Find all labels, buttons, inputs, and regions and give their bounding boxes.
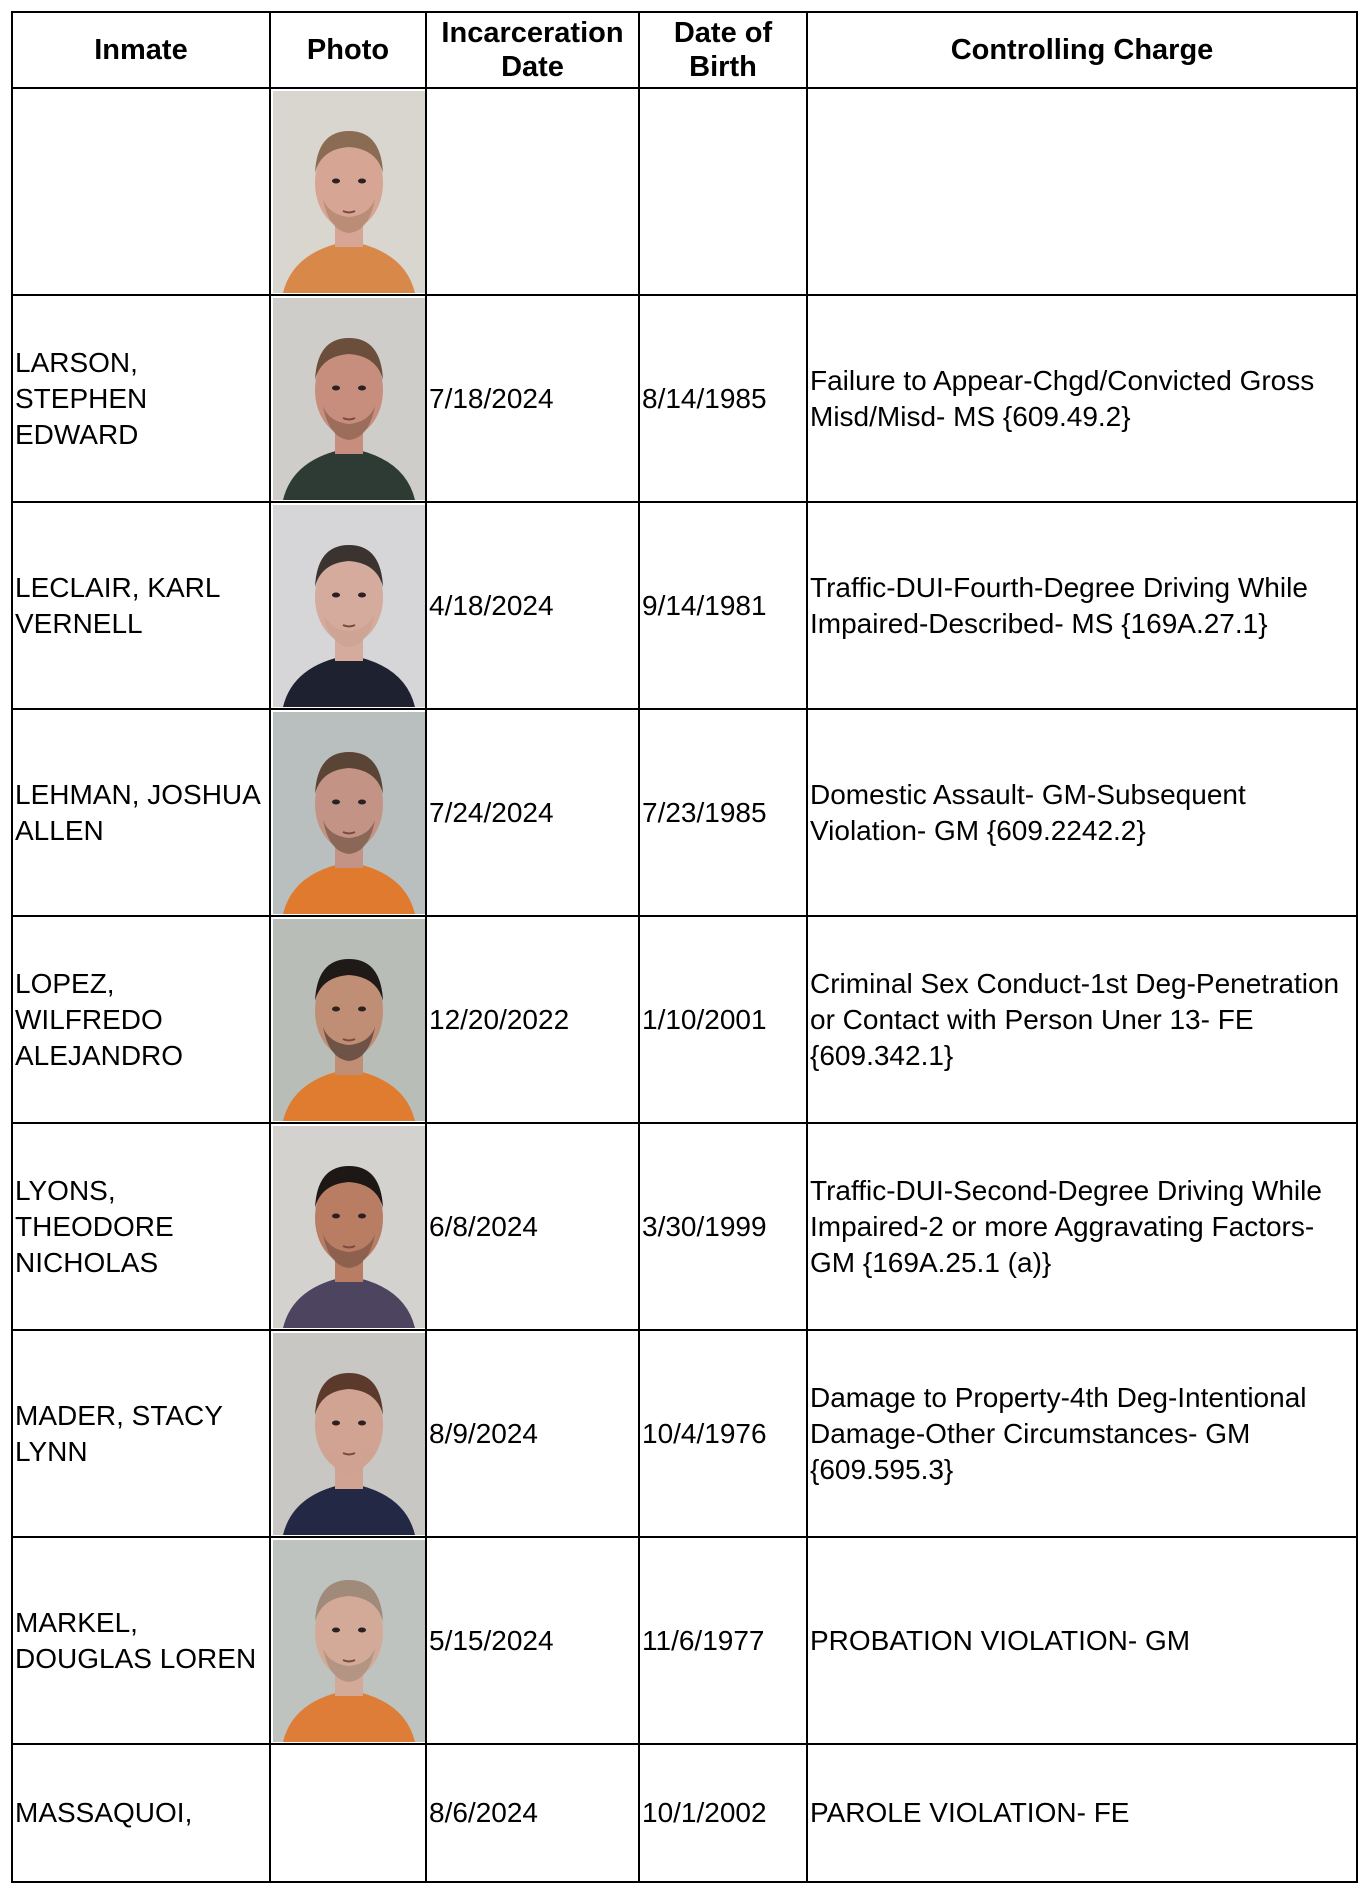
controlling-charge: Traffic-DUI-Second-Degree Driving While Impaired-2 or more Aggravating Factors- GM {169A.25.1 (a)} [807,1123,1357,1330]
inmate-name: LEHMAN, JOSHUA ALLEN [12,709,270,916]
photo-cell [270,1330,426,1537]
incarceration-date: 12/20/2022 [426,916,639,1123]
inmate-name: LECLAIR, KARL VERNELL [12,502,270,709]
table-row [12,502,1357,709]
controlling-charge [807,88,1357,295]
date-of-birth: 11/6/1977 [639,1537,807,1744]
photo-cell [270,709,426,916]
mugshot-photo [273,298,425,500]
inmate-name: LYONS, THEODORE NICHOLAS [12,1123,270,1330]
controlling-charge: Criminal Sex Conduct-1st Deg-Penetration or Contact with Person Uner 13- FE {609.342.1} [807,916,1357,1123]
controlling-charge: PAROLE VIOLATION- FE [807,1744,1357,1882]
controlling-charge: Failure to Appear-Chgd/Convicted Gross Misd/Misd- MS {609.49.2} [807,295,1357,502]
table-row [12,1330,1357,1537]
mugshot-photo [273,1126,425,1328]
date-of-birth [639,88,807,295]
photo-cell [270,502,426,709]
inmate-name: MADER, STACY LYNN [12,1330,270,1537]
incarceration-date: 6/8/2024 [426,1123,639,1330]
table-row [12,709,1357,916]
inmate-name: LOPEZ, WILFREDO ALEJANDRO [12,916,270,1123]
incarceration-date: 5/15/2024 [426,1537,639,1744]
mugshot-photo [273,505,425,707]
photo-cell [270,88,426,295]
incarceration-date: 8/9/2024 [426,1330,639,1537]
date-of-birth: 10/4/1976 [639,1330,807,1537]
date-of-birth: 8/14/1985 [639,295,807,502]
controlling-charge: PROBATION VIOLATION- GM [807,1537,1357,1744]
mugshot-photo [273,1333,425,1535]
header-date-of-birth: Date of Birth [639,12,807,88]
incarceration-date: 7/24/2024 [426,709,639,916]
mugshot-photo [273,91,425,293]
mugshot-photo [273,919,425,1121]
date-of-birth: 3/30/1999 [639,1123,807,1330]
header-inmate: Inmate [12,12,270,88]
mugshot-photo [273,1540,425,1742]
inmate-name: MARKEL, DOUGLAS LOREN [12,1537,270,1744]
table-row [12,1123,1357,1330]
inmate-name: LARSON, STEPHEN EDWARD [12,295,270,502]
roster-body [12,88,1357,1882]
date-of-birth: 1/10/2001 [639,916,807,1123]
incarceration-date [426,88,639,295]
incarceration-date: 8/6/2024 [426,1744,639,1882]
photo-cell [270,1537,426,1744]
table-row [12,88,1357,295]
inmate-roster-table [11,11,1358,1883]
table-row [12,1537,1357,1744]
date-of-birth: 9/14/1981 [639,502,807,709]
photo-cell [270,295,426,502]
table-row [12,1744,1357,1882]
incarceration-date: 7/18/2024 [426,295,639,502]
photo-cell [270,1744,426,1882]
table-row [12,916,1357,1123]
header-photo: Photo [270,12,426,88]
header-row [12,12,1357,88]
mugshot-photo [273,712,425,914]
controlling-charge: Domestic Assault- GM-Subsequent Violation- GM {609.2242.2} [807,709,1357,916]
header-controlling-charge: Controlling Charge [807,12,1357,88]
header-incarceration-date: Incarceration Date [426,12,639,88]
inmate-name: MASSAQUOI, [12,1744,270,1882]
incarceration-date: 4/18/2024 [426,502,639,709]
date-of-birth: 7/23/1985 [639,709,807,916]
controlling-charge: Traffic-DUI-Fourth-Degree Driving While Impaired-Described- MS {169A.27.1} [807,502,1357,709]
controlling-charge: Damage to Property-4th Deg-Intentional Damage-Other Circumstances- GM {609.595.3} [807,1330,1357,1537]
photo-cell [270,916,426,1123]
photo-cell [270,1123,426,1330]
date-of-birth: 10/1/2002 [639,1744,807,1882]
inmate-name [12,88,270,295]
table-row [12,295,1357,502]
